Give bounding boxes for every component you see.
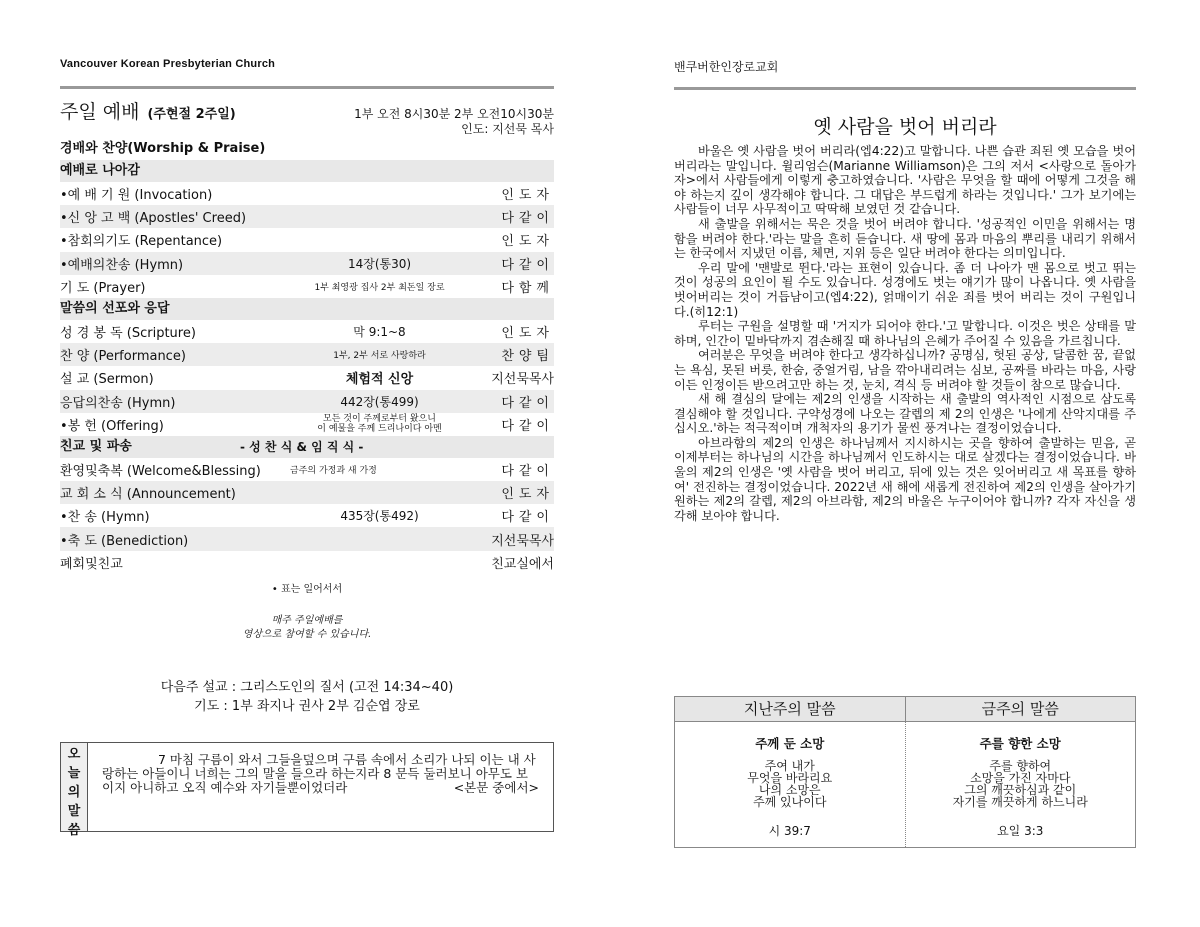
todays-word-text	[88, 743, 553, 831]
essay-paragraph: 새 해 결심의 달에는 제2의 인생을 시작하는 새 출발의 역사적인 시점으로 삼도록 결심해야 할 것입니다. 구약성경에 나오는 갈렙의 제 2의 인생은 '나에게 산악지대를 주십시오.'하는 적극적이며 개척자의 용기가 물씬 풍겨나는 결정이었습니다.	[674, 392, 1136, 436]
label-char: 씀	[67, 822, 81, 838]
service-subtitle: (주현절 2주일)	[147, 107, 236, 122]
next-week-info	[60, 678, 554, 716]
order-row	[60, 275, 554, 298]
online-worship-note	[60, 614, 554, 644]
order-leader: 친교실에서	[491, 556, 554, 572]
order-leader: 다함께	[501, 280, 554, 296]
sermon-title: 체험적 신앙	[345, 372, 414, 388]
section-fellowship	[60, 436, 554, 458]
order-leader: 찬양팀	[501, 349, 554, 365]
offering-prayer	[275, 414, 484, 434]
order-detail: 막 9:1~8	[353, 325, 406, 340]
section-fellowship-label: 친교 및 파송	[60, 438, 132, 454]
order-row	[60, 182, 554, 205]
service-title: 주일 예배	[60, 101, 140, 123]
verse-title: 주께 둔 소망	[755, 736, 825, 751]
service-times: 1부 오전 8시30분 2부 오전10시30분	[354, 107, 554, 121]
order-item: •축 도 (Benediction)	[60, 533, 189, 549]
label-char: 늘	[67, 765, 81, 781]
bulletin-left-page	[60, 58, 554, 838]
verse-line: 그의 깨끗하심과 같이	[964, 783, 1077, 797]
order-leader: 다같이	[501, 211, 554, 227]
this-week-heading: 금주의 말씀	[981, 700, 1059, 718]
order-item: 기 도 (Prayer)	[60, 280, 146, 296]
essay-paragraph: 여러분은 무엇을 버려야 한다고 생각하십니까? 공명심, 헛된 공상, 달콤한 꿈, 끝없는 욕심, 못된 버릇, 한숨, 중얼거림, 남을 깎아내리려는 심보, 공짜를 바라는 마음, 사랑이든 인정이든 받으려고만 하는 것, 눈치, 격식 등 버려야 할 것들이 참으로 많습니다.	[674, 348, 1136, 392]
order-item: •봉 헌 (Offering)	[60, 418, 164, 434]
order-leader: 다같이	[501, 510, 554, 526]
order-detail: 442장(통499)	[340, 394, 419, 409]
verse-line: 소망을 가진 자마다	[970, 771, 1071, 785]
verse-table-body	[675, 722, 1135, 847]
order-leader: 다같이	[501, 257, 554, 273]
section-worship-praise: 경배와 찬양(Worship & Praise)	[60, 141, 266, 156]
order-row	[60, 504, 554, 527]
verse-title: 주를 향한 소망	[979, 736, 1061, 751]
order-row	[60, 551, 554, 574]
church-name-english: Vancouver Korean Presbyterian Church	[60, 58, 276, 70]
verse-line: 주께 있나이다	[753, 795, 827, 809]
todays-word-label	[61, 743, 88, 838]
verse-line: 무엇을 바라리요	[747, 771, 833, 785]
verse-lines	[906, 760, 1136, 808]
verse-table-header	[675, 697, 1135, 722]
verse-lines	[675, 760, 905, 808]
offering-line-2: 이 예물을 주께 드리나이다 아멘	[317, 424, 442, 435]
verse-reference: 시 39:7	[768, 824, 811, 838]
order-row	[60, 320, 554, 343]
next-prayer: 기도 : 1부 좌지나 권사 2부 김순엽 장로	[194, 698, 420, 714]
order-leader: 다같이	[501, 418, 554, 434]
order-item: 폐회및친교	[60, 556, 123, 572]
essay-paragraph: 바울은 옛 사람을 벗어 버리라(엡4:22)고 말합니다. 나쁜 습관 죄된 옛 모습을 벗어 버리라는 말입니다. 윌리엄슨(Marianne Williamson)은 그의 저서 <사랑으로 돌아가자>에서 사람들에게 이렇게 충고하였습니다. '사람은 무엇을 할 때에 어떻게 그것을 해야 하는지 깊이 생각해야 합니다. 그 대답은 부드럽게 하라는 것입니다.' 그가 보기에는 사람들이 너무 사무적이고 딱딱해 보였던 것 같습니다.	[674, 144, 1136, 217]
service-leader: 인도: 지선묵 목사	[461, 122, 554, 136]
todays-word-box	[60, 742, 554, 838]
verse-reference: 요일 3:3	[997, 824, 1044, 838]
verse-line: 주를 향하여	[989, 759, 1052, 773]
online-worship-line-2: 영상으로 참여할 수 있습니다.	[242, 628, 372, 640]
scripture-passage: 7 마침 구름이 와서 그들을덮으며 구름 속에서 소리가 나되 이는 내 사랑하는 아들이니 너희는 그의 말을 들으라 하는지라 8 문득 둘러보니 아무도 보이지 아니하고 오직 예수와 자기들뿐이었더라	[102, 751, 536, 795]
order-detail: 금주의 가정과 새 가정	[290, 465, 377, 476]
label-char: 오	[67, 746, 81, 762]
offering-line-1: 모든 것이 주께로부터 왔으니	[323, 414, 436, 425]
verse-line: 자기를 깨끗하게 하느니라	[952, 795, 1088, 809]
header-divider	[674, 87, 1136, 90]
next-sermon: 다음주 설교 : 그리스도인의 질서 (고전 14:34~40)	[160, 679, 454, 695]
label-char: 말	[67, 803, 81, 819]
verse-line: 주여 내가	[764, 759, 815, 773]
communion-ordination-note: - 성 찬 식 & 임 직 식 -	[240, 439, 364, 454]
order-leader: 인도자	[501, 188, 554, 204]
order-row	[60, 228, 554, 251]
church-name-korean: 밴쿠버한인장로교회	[674, 60, 779, 74]
order-detail: 14장(통30)	[347, 256, 412, 271]
order-row	[60, 458, 554, 481]
order-item: 성 경 봉 독 (Scripture)	[60, 326, 196, 342]
order-row	[60, 343, 554, 366]
order-row	[60, 527, 554, 550]
essay-title: 옛 사람을 벗어 버리라	[813, 116, 997, 138]
essay-paragraph: 루터는 구원을 설명할 때 '거지가 되어야 한다.'고 말합니다. 이것은 벗은 상태를 말하며, 인간이 밑바닥까지 겸손해질 때 하나님의 은혜가 주어질 수 있음을 가르칩니다.	[674, 319, 1136, 348]
verse-table	[674, 696, 1136, 848]
order-row	[60, 481, 554, 504]
section-word-response: 말씀의 선포와 응답	[60, 298, 554, 320]
essay-body	[674, 144, 1136, 523]
last-week-heading: 지난주의 말씀	[675, 697, 906, 721]
order-row	[60, 390, 554, 413]
order-item: •예배의찬송 (Hymn)	[60, 257, 184, 273]
order-detail: 1부 최영광 집사 2부 최돈일 장로	[314, 282, 445, 293]
section-approach: 예배로 나아감	[60, 160, 554, 182]
last-week-verse	[675, 722, 906, 847]
order-row	[60, 252, 554, 275]
order-item: 교 회 소 식 (Announcement)	[60, 487, 236, 503]
standing-note: • 표는 일어서서	[271, 583, 343, 595]
order-detail: 1부, 2부 서로 사랑하라	[333, 351, 426, 362]
order-leader: 인도자	[501, 234, 554, 250]
order-row	[60, 366, 554, 389]
order-item: •찬 송 (Hymn)	[60, 510, 150, 526]
order-leader: 다같이	[501, 463, 554, 479]
bulletin-right-page	[674, 58, 1136, 838]
order-item: •예 배 기 원 (Invocation)	[60, 188, 213, 204]
order-leader: 인도자	[501, 326, 554, 342]
order-item: 찬 양 (Performance)	[60, 349, 186, 365]
order-item: 환영및축복 (Welcome&Blessing)	[60, 463, 261, 479]
order-item: •참회의기도 (Repentance)	[60, 234, 223, 250]
this-week-verse	[906, 722, 1136, 847]
online-worship-line-1: 매주 주일예배를	[271, 614, 343, 626]
scripture-source: <본문 중에서>	[453, 779, 539, 795]
order-leader: 지선묵목사	[491, 533, 554, 549]
order-row	[60, 205, 554, 228]
order-leader: 지선묵목사	[491, 372, 554, 388]
order-detail: 435장(통492)	[340, 509, 419, 524]
order-item: •신 앙 고 백 (Apostles' Creed)	[60, 211, 247, 227]
order-leader: 다같이	[501, 395, 554, 411]
label-char: 의	[67, 784, 81, 800]
order-leader: 인도자	[501, 487, 554, 503]
verse-line: 나의 소망은	[758, 783, 821, 797]
order-row	[60, 413, 554, 436]
order-item: 설 교 (Sermon)	[60, 372, 154, 388]
service-header	[60, 89, 554, 121]
essay-paragraph: 우리 말에 '맨발로 뛴다.'라는 표현이 있습니다. 좀 더 나아가 맨 몸으로 벗고 뛰는 것이 성공의 요인이 될 수도 있습니다. 성경에도 벗는 얘기가 많이 나옵니다. 옛 사람을 벗어버리는 것이 거듭남이고(엡4:22), 얽매이기 쉬운 죄를 벗어 버리는 것이 구원입니다.(히12:1)	[674, 260, 1136, 319]
essay-paragraph: 아브라함의 제2의 인생은 하나님께서 지시하시는 곳을 향하여 출발하는 믿음, 곧 이제부터는 하나님의 시간을 하나님께서 인도하시는 대로 살겠다는 결정이었습니다. 바울의 제2의 인생은 '옛 사람을 벗어 버리고, 뒤에 있는 것은 잊어버리고 새 목표를 향하여' 전진하는 결정이었습니다. 2022년 새 해에 새롭게 전진하여 제2의 인생을 살아가기 원하는 제2의 갈렙, 제2의 아브라함, 제2의 바울은 누구이어야 합니까? 각자 자신을 생각해 보아야 합니다.	[674, 435, 1136, 523]
essay-paragraph: 새 출발을 위해서는 묵은 것을 벗어 버려야 합니다. '성공적인 이민을 위해서는 명함을 버려야 한다.'라는 말을 흔히 듣습니다. 새 땅에 몸과 마음의 뿌리를 내리기 위해서는 한국에서 지냈던 이름, 체면, 지위 등은 일단 버려야 한다는 의미입니다.	[674, 216, 1136, 261]
order-item: 응답의찬송 (Hymn)	[60, 395, 176, 411]
